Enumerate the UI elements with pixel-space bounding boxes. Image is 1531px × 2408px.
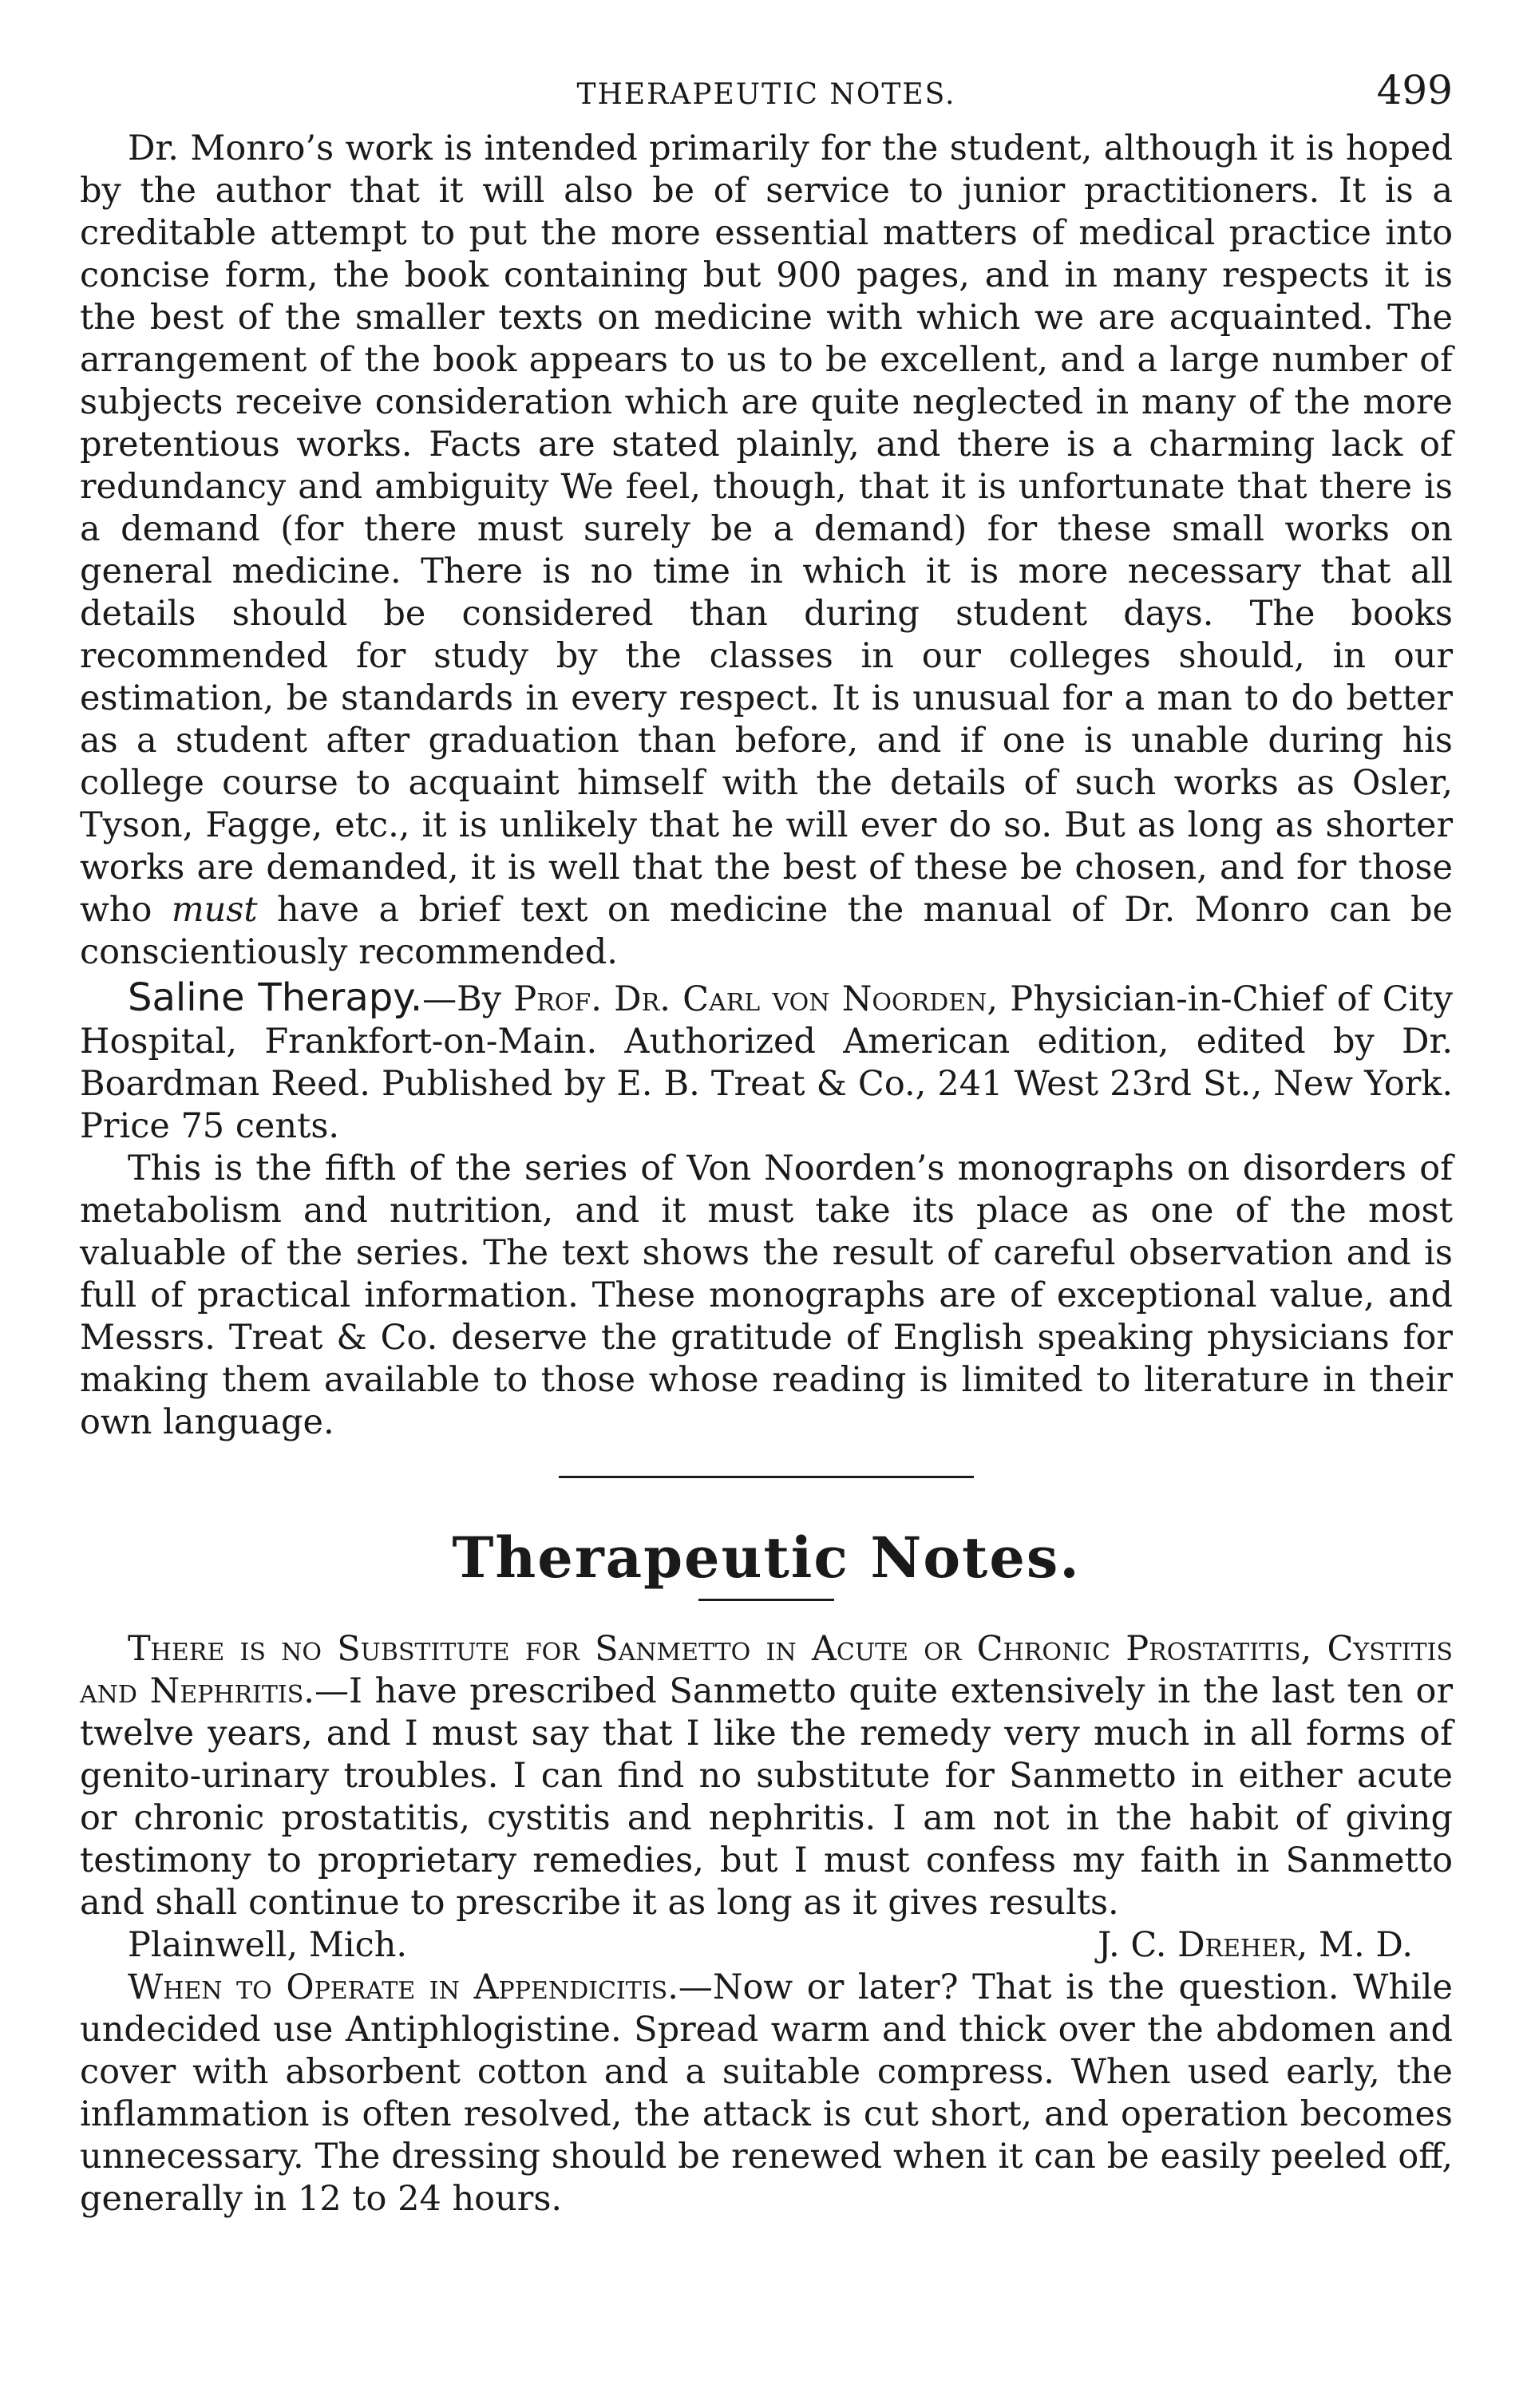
note-appendicitis-text: —Now or later? That is the question. While undecided use Antiphlogistine. Spread warm and thick over the abdomen and cover with absorbent cotton and a suitable compress. When used early, the inflammation is often resolved, the attack is cut short, and operation becomes unnecessary. The dressing should be renewed when it can be easily peeled off, generally in 12 to 24 hours. (80, 1967, 1454, 2219)
running-head (80, 56, 1453, 128)
note-sanmetto-paragraph (80, 1628, 1453, 1924)
section-title: Therapeutic Notes. (452, 1524, 1081, 1591)
note-sanmetto-place: Plainwell, Mich. (128, 1925, 408, 1965)
review-monro-text-end: have a brief text on medicine the manual of Dr. Monro can be conscientiously recommended. (80, 890, 1454, 972)
note-sanmetto-heading: There is no Substitute for Sanmetto in Acute or Chronic Prostatitis, Cystitis and Nephritis. (80, 1629, 1453, 1711)
book-page (80, 56, 1453, 2220)
section-divider (559, 1476, 974, 1478)
review-saline-heading (80, 977, 1453, 1148)
review-saline-paragraph: This is the fifth of the series of Von Noorden’s monographs on disorders of metabolism and nutrition, and it must take its place as one of the most valuable of the series. The text shows the result of careful observation and is full of practical information. These monographs are of exceptional value, and Messrs. Treat & Co. deserve the gratitude of English speaking physicians for making them available to those whose reading is limited to literature in their own language. (80, 1149, 1453, 1442)
section-title-underline (698, 1599, 834, 1601)
note-appendicitis-paragraph (80, 1967, 1453, 2220)
review-saline-author-prefix: —By (422, 979, 514, 1019)
review-saline-title: Saline Therapy. (128, 975, 423, 1020)
note-sanmetto-signature: J. C. Dreher, M. D. (1098, 1925, 1413, 1965)
note-sanmetto-text: —I have prescribed Sanmetto quite extensively in the last ten or twelve years, and I must say that I like the remedy very much in all forms of genito-urinary troubles. I can find no substitute for Sanmetto in either acute or chronic prostatitis, cystitis and nephritis. I am not in the habit of giving testimony to proprietary remedies, but I must confess my faith in Sanmetto and shall continue to prescribe it as long as it gives results. (80, 1671, 1454, 1923)
page-number: 499 (1376, 67, 1453, 113)
review-monro-paragraph (80, 128, 1453, 974)
review-saline-details: Physician-in-Chief of City Hospital, Frankfort-on-Main. Authorized American edition, edited by Dr. Boardman Reed. Published by E. B. Treat & Co., 241 West 23rd St., New York. Price 75 cents. (80, 979, 1454, 1146)
review-monro-text: Dr. Monro’s work is intended primarily for the student, although it is hoped by the author that it will also be of service to junior practitioners. It is a creditable attempt to put the more essential matters of medical practice into concise form, the book containing but 900 pages, and in many respects it is the best of the smaller texts on medicine with which we are acquainted. The arrangement of the book appears to us to be excellent, and a large number of subjects receive consideration which are quite neglected in many of the more pretentious works. Facts are stated plainly, and there is a charming lack of redundancy and ambiguity We feel, though, that it is unfortunate that there is a demand (for there must surely be a demand) for these small works on general medicine. There is no time in which it is more necessary that all details should be considered than during student days. The books recommended for study by the classes in our colleges should, in our estimation, be standards in every respect. It is unusual for a man to do better as a student after graduation than before, and if one is unable during his college course to acquaint himself with the details of such works as Osler, Tyson, Fagge, etc., it is unlikely that he will ever do so. But as long as shorter works are demanded, it is well that the best of these be chosen, and for those who (80, 129, 1453, 930)
running-title: THERAPEUTIC NOTES. (576, 78, 956, 111)
note-appendicitis-heading: When to Operate in Appendicitis. (128, 1967, 678, 2007)
review-monro-emphasis: must (171, 890, 258, 930)
review-saline-author: Prof. Dr. Carl von Noorden, (513, 979, 999, 1019)
note-sanmetto-signature-line (80, 1924, 1453, 1967)
